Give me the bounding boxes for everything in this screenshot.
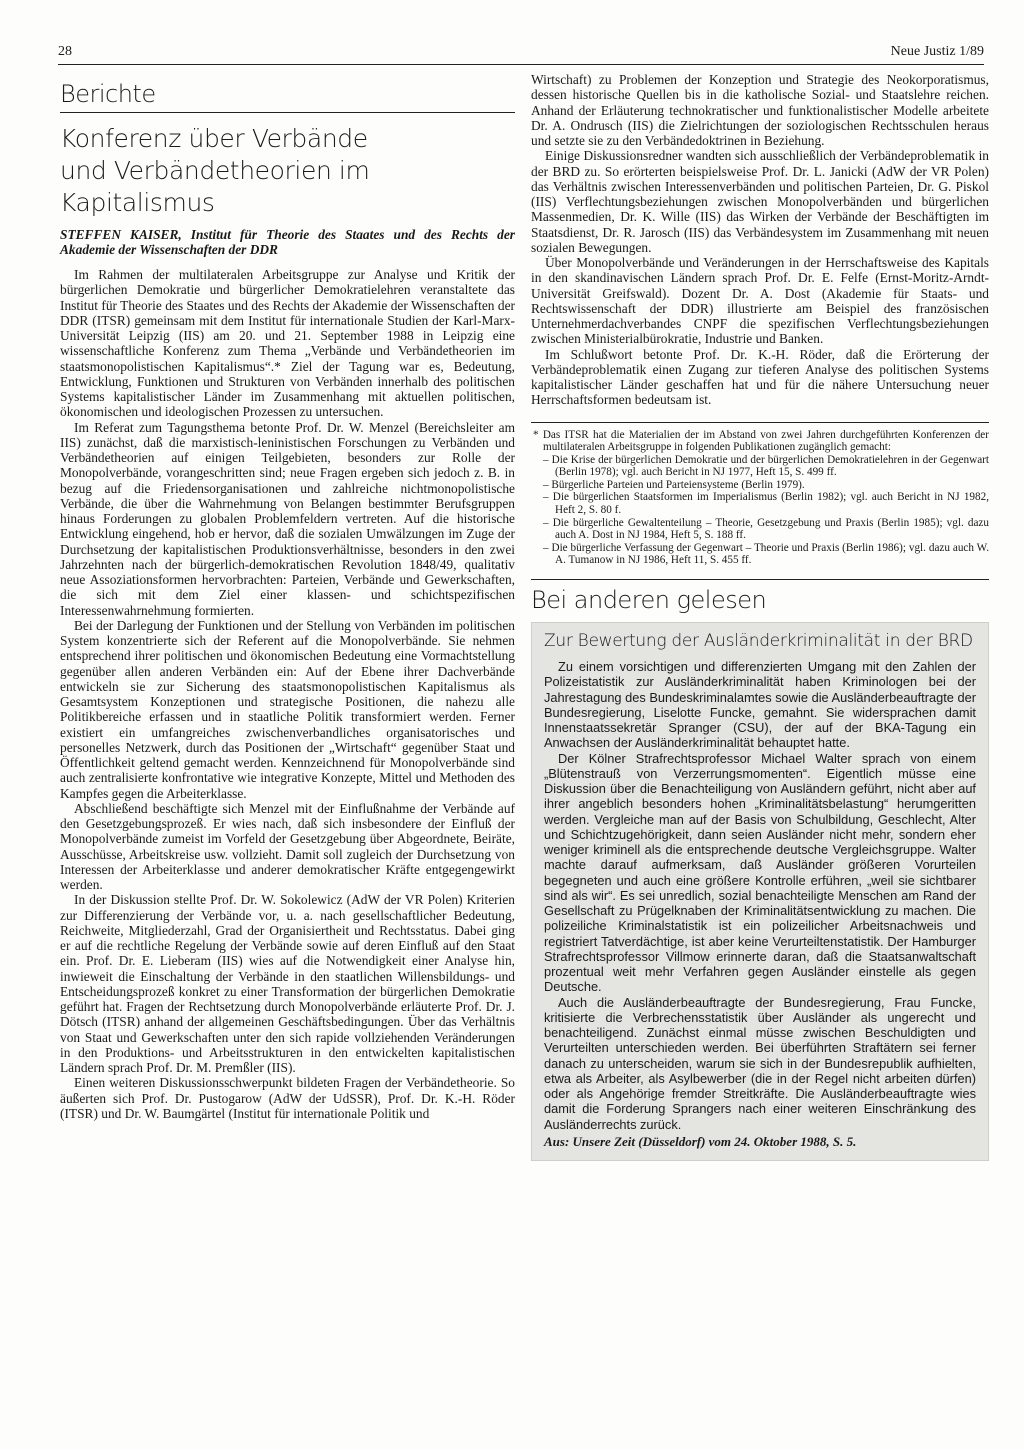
paragraph: Im Referat zum Tagungsthema betonte Prof. Dr. W. Menzel (Bereichsleiter am IIS) zunächst, daß die marxistisch-leninistischen Forschungen zu Verbänden und Verbändetheorien auf einigen Teilgebieten, besonders zur Rolle der Monopolverbände, vorangeschritten sind; neue Fragen ergeben sich jedoch z. B. in bezug auf die Friedensorganisationen und zahlreiche nichtmonopolistische Verbände, die über die Wahrnehmung von Belangen bestimmter Berufsgruppen hinaus Forderungen zu globalen Problemfeldern vertreten. Auf die historische Entwicklung eingehend, hob er hervor, daß die sozialen Umwälzungen im Zuge der Durchsetzung der kapitalistischen Produktionsverhältnisse, besonders in den zwei Jahrzehnten nach der bürgerlich-demokratischen Revolution 1848/49, qualitativ neue Assoziationsformen hervorbrachten: Parteien, Verbände und Gewerkschaften, die sich mit dem Ziel einer klassen- und schichtspezifischen Interessenwahrnehmung formierten. (60, 419, 515, 618)
right-column (531, 72, 989, 1161)
quoted-article-title: Zur Bewertung der Ausländerkriminalität in der BRD (544, 631, 973, 652)
section-rule (531, 579, 989, 580)
footnote-intro: * Das ITSR hat die Materialien der im Abstand von zwei Jahren durchgeführten Konferenzen der multilateralen Arbeitsgruppe in folgenden Publikationen zugänglich gemacht: (533, 428, 989, 454)
footnote-item: – Die bürgerliche Verfassung der Gegenwart – Theorie und Praxis (Berlin 1986); vgl. dazu auch W. A. Tumanow in NJ 1986, Heft 11, S. 455 ff. (543, 541, 989, 567)
paragraph: Abschließend beschäftigte sich Menzel mit der Einflußnahme der Verbände auf den Gesetzgebungsprozeß. Er wies nach, daß sich insbesondere der Einfluß der Monopolverbände zumeist im Vorfeld der Gesetzgebung über Abgeordnete, Beiräte, Ausschüsse, Arbeitskreise usw. vollzieht. Damit soll zugleich der Durchsetzung von Interessen der Arbeiterklasse und anderer demokratischer Kräfte entgegengewirkt werden. (60, 800, 515, 892)
article-title (60, 123, 515, 219)
paragraph: Einige Diskussionsredner wandten sich ausschließlich der Verbändeproblematik in der BRD zu. So erörterten beispielsweise Prof. Dr. L. Janicki (AdW der VR Polen) das Verhältnis zwischen Interessenverbänden und politischen Parteien, Dr. G. Piskol (IIS) Verflechtungsbeziehungen zwischen Monopolverbänden und bürgerlichen Massenmedien, Dr. K. Wille (IIS) das Wirken der Verbände der Beschäftigten im Staatsdienst, Dr. R. Jarosch (IIS) das Verbändesystem im Zusammenhang mit neuen sozialen Bewegungen. (531, 148, 989, 255)
article-body-right (531, 72, 989, 408)
section-title-berichte: Berichte (60, 72, 515, 113)
quoted-paragraph: Zu einem vorsichtigen und differenzierten Umgang mit den Zahlen der Polizeistatistik zur Ausländerkriminalität haben Kriminologen bei der Jahrestagung des Bundeskriminalamtes sowie die Ausländerbeauftragte der Bundesregierung, Liselotte Funcke, gemahnt. Sie widersprachen damit Innenstaatssekretär Spranger (CSU), der auf der BKA-Tagung ein Anwachsen der Ausländerkriminalität behauptet hatte. (544, 659, 976, 751)
paragraph: Im Schlußwort betonte Prof. Dr. K.-H. Röder, daß die Erörterung der Verbändeproblematik einen Zugang zur tieferen Analyse des politischen Systems kapitalistischer Länder geschaffen hat und für die nähere Untersuchung neuer Herrschaftsformen bedeutsam ist. (531, 346, 989, 408)
article-title-line-2: und Verbändetheorien im Kapitalismus (60, 156, 370, 217)
page-number: 28 (58, 44, 72, 59)
footnote-item: – Die bürgerlichen Staatsformen im Imperialismus (Berlin 1982); vgl. auch Bericht in NJ 1982, Heft 2, S. 80 f. (543, 491, 989, 517)
article-body-left (60, 267, 515, 1121)
paragraph: Über Monopolverbände und Veränderungen in der Herrschaftsweise des Kapitals in den skandinavischen Ländern sprach Prof. Dr. E. Felfe (Ernst-Moritz-Arndt-Universität Greifswald). Dozent Dr. A. Dost (Akademie für Staats- und Rechtswissenschaft der DDR) illustrierte am Beispiel des französischen Unternehmerdachverbandes CNPF die spezifischen Verflechtungsbeziehungen zwischen Ministerialbürokratie, Industrie und Banken. (531, 255, 989, 347)
quoted-paragraph: Auch die Ausländerbeauftragte der Bundesregierung, Frau Funcke, kritisierte die Verbrechensstatistik über Ausländer als ungerecht und benachteiligend. Zunächst einmal müsse zwischen Beschuldigten und Verurteilten unterschieden werden. Bei überführten Straftätern sei ferner danach zu unterscheiden, warum sie sich in der Bundesrepublik aufhielten, etwa als Arbeiter, als Asylbewerber (die in der Regel nicht arbeiten dürfen) oder als Angehörige fremder Streitkräfte. Die Ausländerbeauftragte wies damit die Forderung Sprangers nach einer weiteren Einschränkung des Ausländerrechts zurück. (544, 994, 976, 1132)
footnote-item: – Die Krise der bürgerlichen Demokratie und der bürgerlichen Demokratielehren in der Gegenwart (Berlin 1978); vgl. auch Bericht in NJ 1977, Heft 15, S. 499 ff. (543, 453, 989, 479)
quoted-source: Aus: Unsere Zeit (Düsseldorf) vom 24. Oktober 1988, S. 5. (544, 1133, 857, 1149)
left-column (60, 72, 515, 1121)
paragraph: In der Diskussion stellte Prof. Dr. W. Sokolewicz (AdW der VR Polen) Kriterien zur Differenzierung der Verbände vor, u. a. nach gesellschaftlicher Bedeutung, Reichweite, Mitgliederzahl, Grad der Organisiertheit und Rechtsstatus. Dabei ging er auf die rechtliche Regelung der Verbände sowie auf deren Einfluß auf den Staat ein. Prof. Dr. E. Lieberam (IIS) wies auf die Notwendigkeit einer Analyse hin, inwieweit die Einschaltung der Verbände in den staatlichen Willensbildungs- und Entscheidungsprozeß konkret zu einer Transformation der bürgerlichen Demokratie geführt hat. Fragen der Rechtsetzung durch Monopolverbände erläuterte Prof. Dr. J. Dötsch (ITSR) anhand der allgemeinen Geschäftsbedingungen. Über das Verhältnis von Staat und Gewerkschaften unter den sich rapide vollziehenden Veränderungen in den Produktions- und Arbeitsstrukturen in den entwickelten kapitalistischen Ländern sprach Prof. Dr. M. Premßler (IIS). (60, 892, 515, 1075)
paragraph: Bei der Darlegung der Funktionen und der Stellung von Verbänden im politischen System konzentrierte sich der Referent auf die Monopolverbände. Sie nehmen entsprechend ihrer politischen und ökonomischen Bedeutung eine Vormachtstellung gegenüber allen anderen Verbänden ein: Auf der Ebene ihrer Dachverbände entwickeln sie zur Sicherung des staatsmonopolistischen Kapitalismus als Gesamtsystem Konzeptionen und strategische Positionen, die nahezu alle Politikbereiche erfassen und in staatliche Politik transformiert werden. Ferner existiert ein umfangreiches zwischenverbandliches organisatorisches und personelles Netzwerk, durch das Positionen der „Wirtschaft“ gegenüber Staat und Öffentlichkeit geltend gemacht werden. Kennzeichnend für Monopolverbände sind auch zentralisierte konfrontative wie integrative Konzepte, Mittel und Methoden des Kampfes gegen die Arbeiterklasse. (60, 617, 515, 801)
quoted-article-box (531, 622, 989, 1161)
footnote-list (531, 454, 989, 567)
footnote-item: – Bürgerliche Parteien und Parteiensysteme (Berlin 1979). (543, 478, 805, 491)
footnote (531, 422, 989, 568)
author-byline: STEFFEN KAISER, Institut für Theorie des Staates und des Rechts der Akademie der Wissenschaften der DDR (60, 227, 515, 257)
section-title-bei-anderen-gelesen: Bei anderen gelesen (531, 586, 767, 615)
paragraph: Wirtschaft) zu Problemen der Konzeption und Strategie des Neokorporatismus, dessen historische Quellen bis in die katholische Sozial- und Staatslehre reichen. Anhand der Erläuterung technokratischer und funktionalistischer Modelle arbeitete Dr. A. Ondrusch (IIS) die Zielrichtungen der soziologischen Rechtsschulen heraus und setzte sie zu den Verbändedoktrinen in Beziehung. (531, 72, 989, 148)
header-rule (58, 64, 984, 65)
article-title-line-1: Konferenz über Verbände (60, 124, 368, 153)
paragraph: Im Rahmen der multilateralen Arbeitsgruppe zur Analyse und Kritik der bürgerlichen Demokratie und bürgerlicher Demokratielehren veranstaltete das Institut für Theorie des Staates und des Rechts der Akademie der Wissenschaften der DDR (ITSR) gemeinsam mit dem Institut für internationale Studien der Karl-Marx-Universität Leipzig (IIS) am 20. und 21. September 1988 in Leipzig eine wissenschaftliche Konferenz zum Thema „Verbände und Verbändetheorien im staatsmonopolistischen Kapitalismus“.* Ziel der Tagung war es, Bedeutung, Entwicklung, Funktionen und Strukturen von Verbänden innerhalb des politischen Systems kapitalistischer Länder im Zusammenhang mit aktuellen politischen, ökonomischen und ideologischen Prozessen zu untersuchen. (60, 267, 515, 420)
footnote-item: – Die bürgerliche Gewaltenteilung – Theorie, Gesetzgebung und Praxis (Berlin 1985); vgl. dazu auch A. Dost in NJ 1984, Heft 5, S. 188 ff. (543, 516, 989, 542)
quoted-paragraph: Der Kölner Strafrechtsprofessor Michael Walter sprach von einem „Blütenstrauß von Verzerrungsmomenten“. Eigentlich müsse eine Diskussion über die Benachteiligung von Ausländern geführt, nicht aber auf ihrer angeblich besonders hohen „Kriminalitätsbelastung“ herumgeritten werden. Vergleiche man auf der Basis von Schulbildung, Geschlecht, Alter und Schichtzugehörigkeit, dann seien Ausländer nicht mehr, sondern eher weniger kriminell als die entsprechende deutsche Vergleichsgruppe. Walter machte darauf aufmerksam, daß Ausländer größeren Vorurteilen begegneten und auch eine größere Kontrolle erführen, „weil sie sichtbarer sind als wir“. Es sei unredlich, sozial benachteiligte Menschen am Rand der Gesellschaft zu Prügelknaben der Kriminalitätsentwicklung zu machen. Die polizeiliche Kriminalstatistik ist ein polizeilicher Arbeitsnachweis und registriert Tatverdächtige, ist aber keine Verurteiltenstatistik. Der Hamburger Strafrechtsprofessor Villmow erinnerte daran, daß die Staatsanwaltschaft prozentual weit mehr Verfahren gegen Ausländer einstelle als gegen Deutsche. (544, 750, 976, 995)
paragraph: Einen weiteren Diskussionsschwerpunkt bildeten Fragen der Verbändetheorie. So äußerten sich Prof. Dr. Pustogarow (AdW der UdSSR), Prof. Dr. K.-H. Röder (ITSR) und Dr. W. Baumgärtel (Institut für internationale Politik und (60, 1075, 515, 1121)
journal-title: Neue Justiz 1/89 (890, 44, 984, 59)
